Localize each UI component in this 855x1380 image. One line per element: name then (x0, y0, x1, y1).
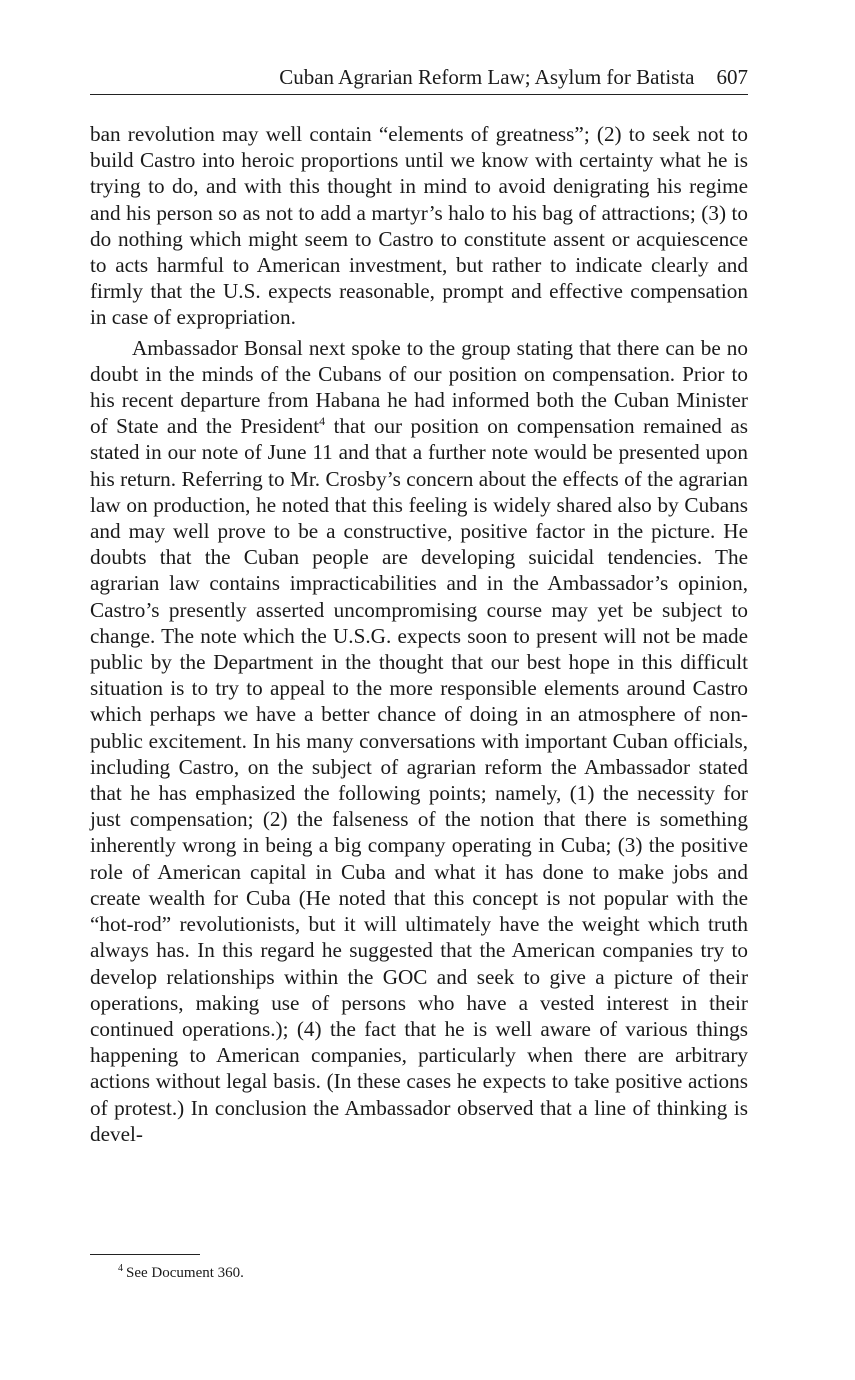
footnote-text: See Document 360. (126, 1265, 244, 1281)
footnote-marker: 4 (118, 1263, 123, 1274)
footnote-reference: 4 (319, 414, 326, 429)
running-head (90, 62, 748, 95)
paragraph-2 (90, 335, 748, 1147)
page (90, 62, 748, 1147)
footnote-divider (90, 1254, 200, 1255)
page-number: 607 (716, 65, 748, 89)
running-head-title: Cuban Agrarian Reform Law; Asylum for Batista (279, 65, 695, 89)
paragraph-1: ban revolution may well contain “elements of greatness”; (2) to seek not to build Castro into heroic proportions until we know with certainty what he is trying to do, and with this thought in mind to avoid denigrating his regime and his person so as not to add a martyr’s halo to his bag of attractions; (3) to do nothing which might seem to Castro to constitute assent or acquiescence to acts harmful to American investment, but rather to indicate clearly and firmly that the U.S. expects reasonable, prompt and effective compensation in case of expropriation. (90, 122, 748, 330)
paragraph-2-text-start: Ambassador Bonsal next spoke to the group stating that there can be no doubt in the minds of the Cubans of our position on compensation. Prior to his recent departure from Habana he had informed both the Cuban Minister of State and the President (90, 335, 748, 439)
paragraph-2-text-end: that our position on compensation remained as stated in our note of June 11 and that a further note would be presented upon his return. Referring to Mr. Crosby’s concern about the effects of the agrarian law on production, he noted that this feeling is widely shared also by Cubans and may well prove to be a constructive, positive factor in the picture. He doubts that the Cuban people are developing suicidal tendencies. The agrarian law contains impracticabilities and in the Ambassador’s opinion, Castro’s presently asserted uncompromising course may yet be subject to change. The note which the U.S.G. expects soon to present will not be made public by the Department in the thought that our best hope in this difficult situation is to try to appeal to the more responsible elements around Castro which perhaps we have a better chance of doing in an atmosphere of non-public excitement. In his many conversations with important Cuban officials, including Castro, on the subject of agrarian reform the Ambassador stated that he has emphasized the following points; namely, (1) the necessity for just compensation; (2) the falseness of the notion that there is something inherently wrong in being a big company operating in Cuba; (3) the positive role of American capital in Cuba and what it has done to make jobs and create wealth for Cuba (He noted that this concept is not popular with the “hot-rod” revolutionists, but it will ultimately have the weight which truth always has. In this regard he suggested that the American companies try to develop relationships within the GOC and seek to give a picture of their operations, making use of persons who have a vested interest in their continued operations.); (4) the fact that he is well aware of various things happening to American companies, particularly when there are arbitrary actions without legal basis. (In these cases he expects to take positive actions of protest.) In conclusion the Ambassador observed that a line of thinking is devel- (90, 414, 748, 1146)
footnote (118, 1263, 244, 1283)
body-text (90, 121, 748, 1147)
